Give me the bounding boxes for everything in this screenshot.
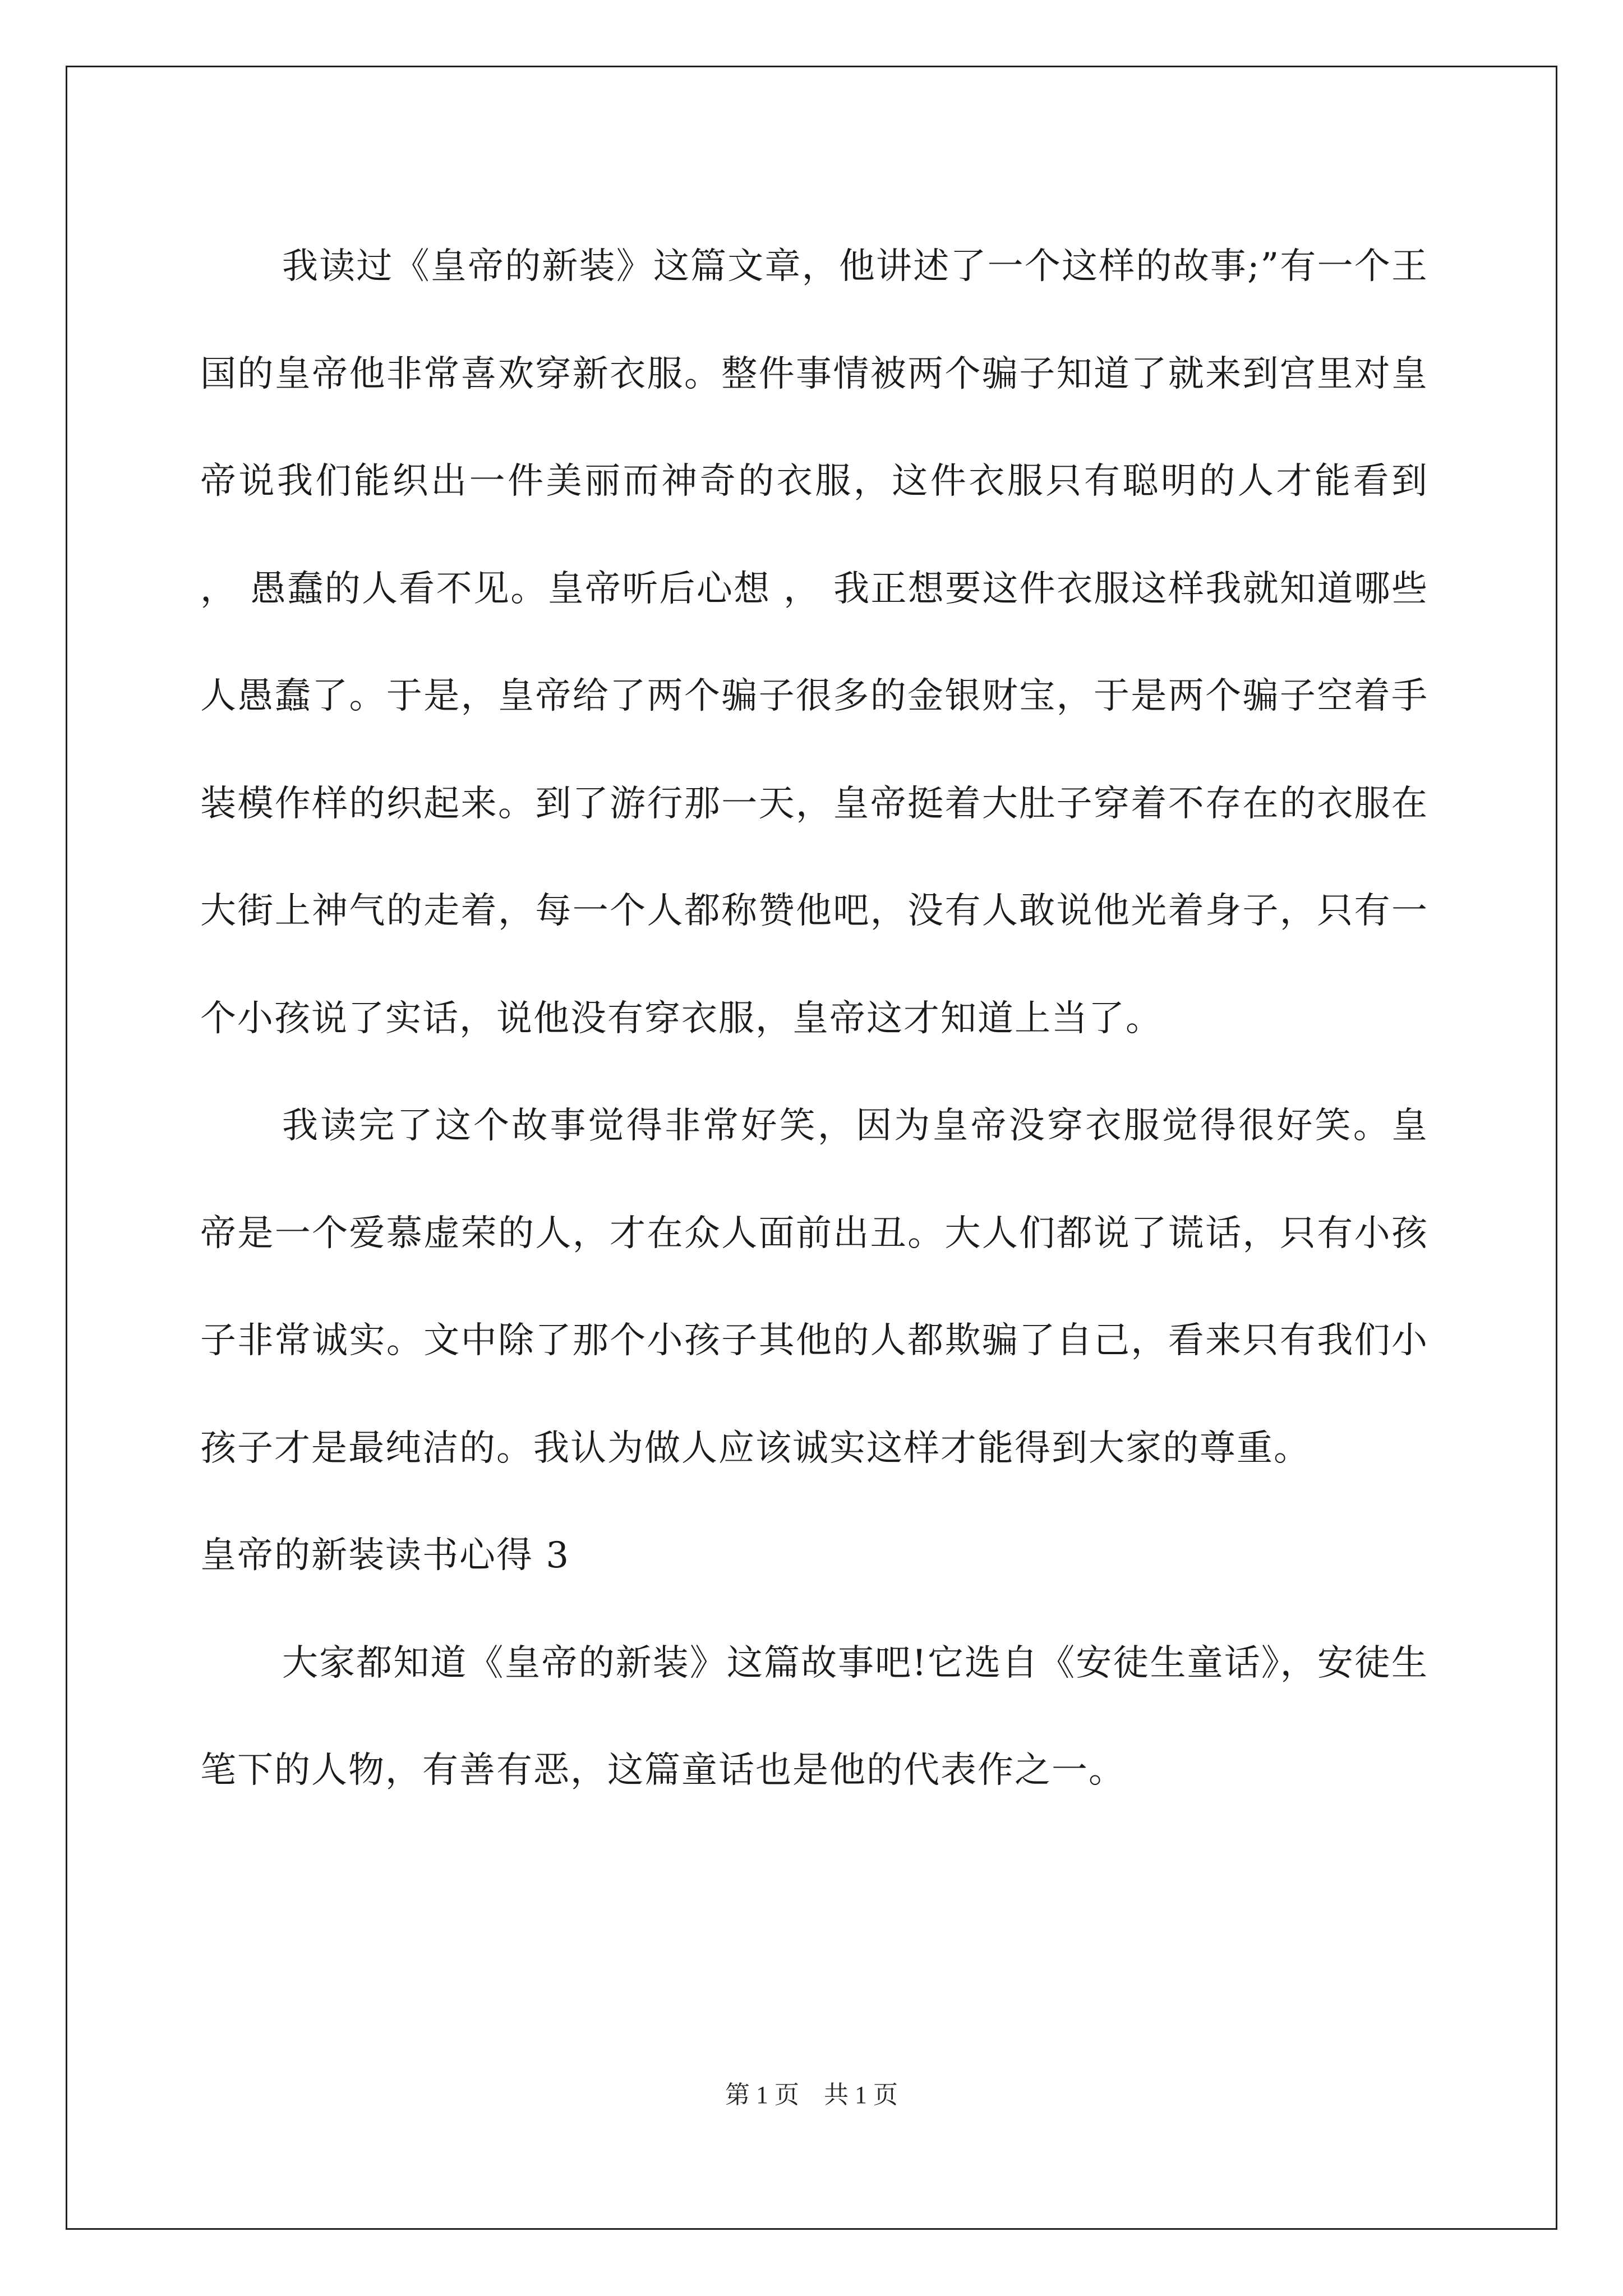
paragraph-intro: 大家都知道《皇帝的新装》这篇故事吧!它选自《安徒生童话》，安徒生笔下的人物，有善有恶，这篇童话也是他的代表作之一。 — [200, 1642, 1428, 1791]
document-body — [200, 213, 1441, 1825]
page-number-current: 第 1 页 — [725, 2081, 799, 2109]
page-footer — [0, 2078, 1623, 2112]
page-number-total: 共 1 页 — [824, 2081, 898, 2109]
paragraph-reflection: 我读完了这个故事觉得非常好笑，因为皇帝没穿衣服觉得很好笑。皇帝是一个爱慕虚荣的人，才在众人面前出丑。大人们都说了谎话，只有小孩子非常诚实。文中除了那个小孩子其他的人都欺骗了自己，看来只有我们小孩子才是最纯洁的。我认为做人应该诚实这样才能得到大家的尊重。 — [200, 1105, 1428, 1469]
section-title: 皇帝的新装读书心得 3 — [200, 1535, 570, 1576]
paragraph-story-summary: 我读过《皇帝的新装》这篇文章，他讲述了一个这样的故事;”有一个王国的皇帝他非常喜欢穿新衣服。整件事情被两个骗子知道了就来到宫里对皇帝说我们能织出一件美丽而神奇的衣服，这件衣服只有聪明的人才能看到 ， 愚蠢的人看不见。皇帝听后心想 ， 我正想要这件衣服这样我就知道哪些人愚蠢了。于是，皇帝给了两个骗子很多的金银财宝，于是两个骗子空着手装模作样的织起来。到了游行那一天，皇帝挺着大肚子穿着不存在的衣服在大街上神气的走着，每一个人都称赞他吧，没有人敢说他光着身子，只有一个小孩说了实话，说他没有穿衣服，皇帝这才知道上当了。 — [200, 246, 1441, 1039]
